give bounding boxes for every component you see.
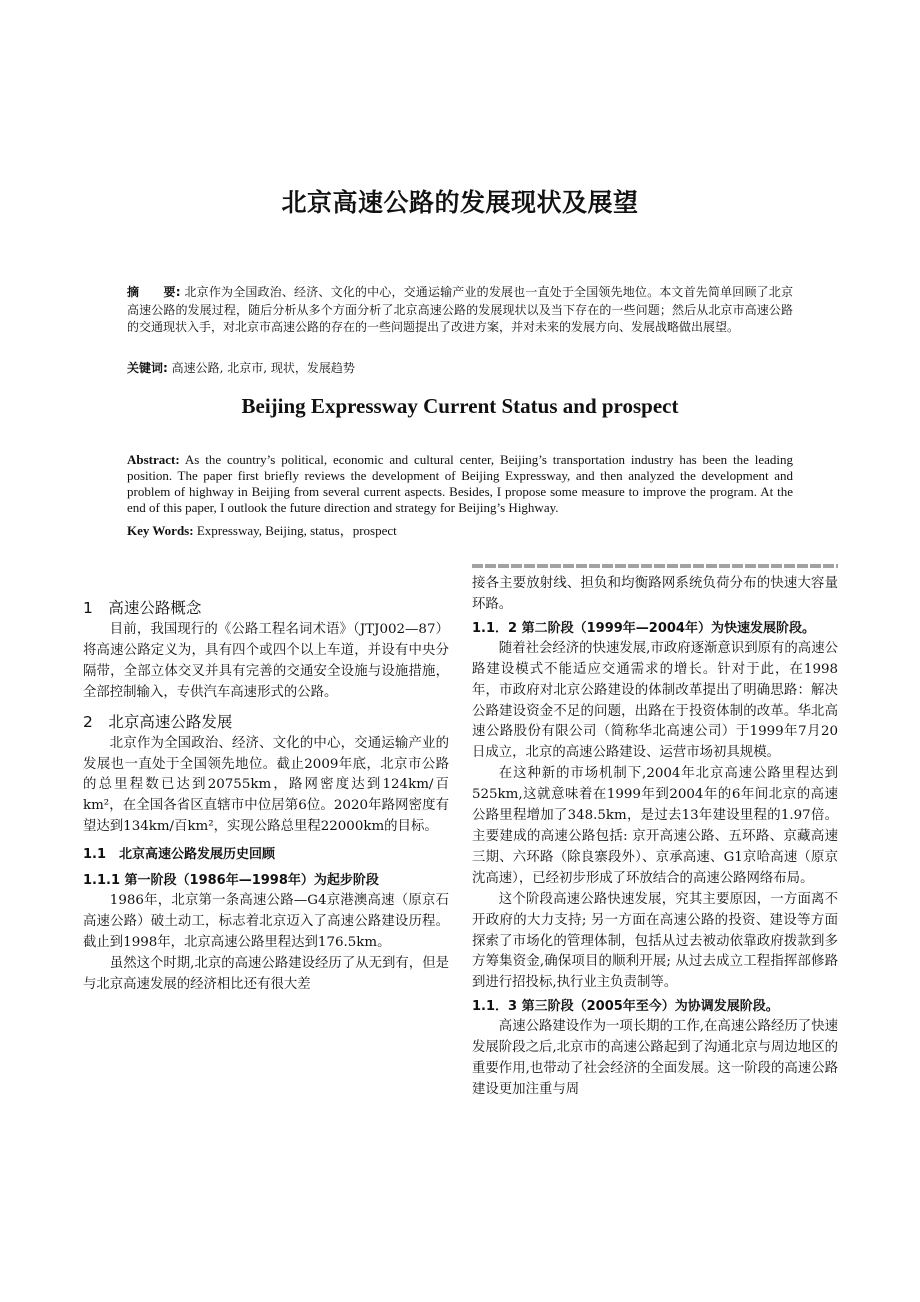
abstract-en-text: As the country’s political, economic and cultural center, Beijing’s transportation industry has been the leading position. The paper first briefly reviews the development of Beijing Expressway, and then analyzed the development and problem of highway in Beijing from several current aspects. Besides, I propose some measure to improve the program. At the end of this paper, I outlook the future direction and strategy for Beijing’s Highway. (127, 452, 793, 515)
abstract-cn (127, 284, 793, 337)
left-column (83, 596, 449, 996)
paragraph: 高速公路建设作为一项长期的工作,在高速公路经历了快速发展阶段之后,北京市的高速公路起到了沟通北京与周边地区的重要作用,也带动了社会经济的全面发展。这一阶段的高速公路建设更加注重与周 (472, 1019, 838, 1097)
paragraph: 随着社会经济的快速发展,市政府逐渐意识到原有的高速公路建设模式不能适应交通需求的增长。针对于此，在1998年，市政府对北京公路建设的体制改革提出了明确思路：解决公路建设资金不足的问题，出路在于投资体制的改革。华北高速公路股份有限公司（简称华北高速公司）于1999年7月20日成立，北京的高速公路建设、运营市场初具规模。 (472, 640, 838, 761)
paragraph: 1986年，北京第一条高速公路—G4京港澳高速（原京石高速公路）破土动工，标志着北京迈入了高速公路建设历程。截止到1998年，北京高速公路里程达到176.5km。 (83, 893, 449, 950)
paper-title-en: Beijing Expressway Current Status and prospect (241, 394, 679, 418)
keywords-cn-text: 高速公路, 北京市, 现状，发展趋势 (171, 361, 355, 375)
paragraph: 虽然这个时期,北京的高速公路建设经历了从无到有，但是与北京高速发展的经济相比还有很大差 (83, 955, 449, 992)
abstract-cn-text: 北京作为全国政治、经济、文化的中心，交通运输产业的发展也一直处于全国领先地位。本文首先简单回顾了北京高速公路的发展过程，随后分析从多个方面分析了北京高速公路的发展现状以及当下存在的一些问题；然后从北京市高速公路的交通现状入手，对北京市高速公路的存在的一些问题提出了改进方案，并对未来的发展方向、发展战略做出展望。 (127, 285, 793, 334)
subsubsection-heading-1-1-1: 1.1.1 第一阶段（1986年—1998年）为起步阶段 (83, 873, 379, 889)
paragraph: 这个阶段高速公路快速发展，究其主要原因，一方面离不开政府的大力支持; 另一方面在高速公路的投资、建设等方面探索了市场化的管理体制，包括从过去被动依靠政府拨款到多方筹集资金,确保项目的顺利开展; 从过去成立工程指挥部修路到进行招投标,执行业主负责制等。 (472, 891, 838, 991)
subsubsection-heading-1-1-3: 1.1．3 第三阶段（2005年至今）为协调发展阶段。 (472, 999, 779, 1015)
abstract-cn-label: 摘 要: (127, 285, 181, 299)
cropped-text-line (472, 560, 838, 569)
paper-title-cn: 北京高速公路的发展现状及展望 (281, 188, 639, 217)
paragraph: 接各主要放射线、担负和均衡路网系统负荷分布的快速大容量环路。 (472, 576, 838, 612)
keywords-en-label: Key Words: (127, 523, 194, 538)
subsubsection-heading-1-1-2: 1.1．2 第二阶段（1999年—2004年）为快速发展阶段。 (472, 620, 815, 636)
keywords-en (127, 520, 793, 539)
paragraph: 北京作为全国政治、经济、文化的中心，交通运输产业的发展也一直处于全国领先地位。截止2009年底，北京市公路的总里程数已达到20755km，路网密度达到124km/百km²，在全国各省区直辖市中位居第6位。2020年路网密度有望达到134km/百km²，实现公路总里程22000km的目标。 (83, 735, 449, 835)
section-heading-2: 2 北京高速公路发展 (83, 712, 233, 731)
section-heading-1: 1 高速公路概念 (83, 599, 202, 617)
abstract-en-label: Abstract: (127, 452, 180, 467)
paragraph: 目前，我国现行的《公路工程名词术语》（JTJ002—87）将高速公路定义为，具有四个或四个以上车道，并设有中央分隔带，全部立体交叉并具有完善的交通安全设施与设施措施，全部控制输入，专供汽车高速形式的公路。 (83, 622, 449, 700)
paragraph: 在这种新的市场机制下,2004年北京高速公路里程达到525km,这就意味着在1999年到2004年的6年间北京的高速公路里程增加了348.5km，是过去13年建设里程的1.97倍。主要建成的高速公路包括: 京开高速公路、五环路、京藏高速三期、六环路（除良寨段外）、京承高速、G1京哈高速（原京沈高速），已经初步形成了环放结合的高速公路网络布局。 (472, 766, 838, 886)
keywords-cn (127, 359, 793, 376)
subsection-heading-1-1: 1.1 北京高速公路发展历史回顾 (83, 847, 276, 863)
keywords-cn-label: 关键词: (127, 361, 168, 375)
keywords-en-text: Expressway, Beijing, status，prospect (196, 523, 397, 538)
abstract-en (127, 452, 793, 516)
right-column (472, 574, 838, 1101)
